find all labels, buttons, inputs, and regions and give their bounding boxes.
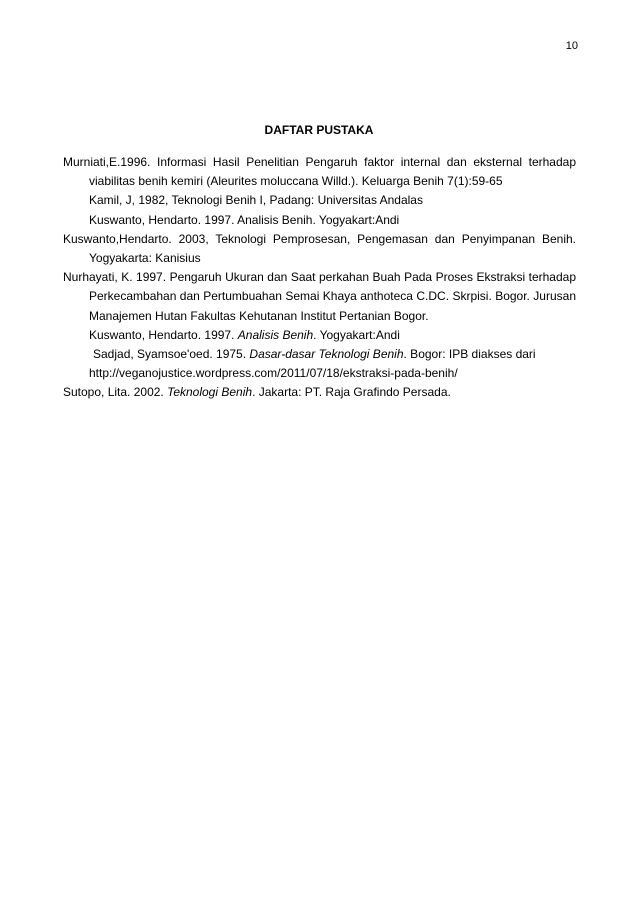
reference-text: Sutopo, Lita. 2002.	[63, 385, 168, 400]
reference-url: http://veganojustice.wordpress.com/2011/07/18/ekstraksi-pada-benih/	[89, 366, 458, 381]
reference-sadjad	[63, 345, 576, 383]
page-number: 10	[565, 40, 578, 52]
reference-nurhayati: Nurhayati, K. 1997. Pengaruh Ukuran dan Saat perkahan Buah Pada Proses Ekstraksi terhadap Perkecambahan dan Pertumbuahan Semai Khaya anthoteca C.DC. Skrpisi. Bogor. Jurusan Manajemen Hutan Fakultas Kehutanan Institut Pertanian Bogor.	[63, 270, 576, 323]
reference-text: . Jakarta: PT. Raja Grafindo Persada.	[252, 385, 451, 400]
reference-text: . Bogor: IPB diakses dari	[403, 347, 536, 362]
reference-list	[63, 153, 576, 403]
reference-kuswanto-1997: Kuswanto, Hendarto. 1997. Analisis Benih. Yogyakart:Andi	[89, 212, 400, 227]
bibliography-title: DAFTAR PUSTAKA	[264, 123, 374, 137]
reference-title-italic: Analisis Benih	[237, 327, 314, 342]
reference-text: Sadjad, Syamsoe'oed. 1975.	[93, 347, 250, 362]
reference-text: Kuswanto, Hendarto. 1997.	[89, 327, 238, 342]
reference-kuswanto-analisis	[63, 326, 576, 345]
reference-text: . Yogyakart:Andi	[313, 327, 400, 342]
reference-kuswanto-2003: Kuswanto,Hendarto. 2003, Teknologi Pemprosesan, Pengemasan dan Penyimpanan Benih. Yogyakarta: Kanisius	[63, 231, 576, 266]
reference-title-italic: Dasar-dasar Teknologi Benih	[249, 347, 404, 362]
reference-kamil: Kamil, J, 1982, Teknologi Benih I, Padang: Universitas Andalas	[89, 193, 423, 208]
reference-sutopo	[63, 383, 576, 402]
reference-title-italic: Teknologi Benih	[167, 385, 253, 400]
reference-murniati: Murniati,E.1996. Informasi Hasil Penelitian Pengaruh faktor internal dan eksternal terhadap viabilitas benih kemiri (Aleurites moluccana Willd.). Keluarga Benih 7(1):59-65	[63, 155, 576, 189]
